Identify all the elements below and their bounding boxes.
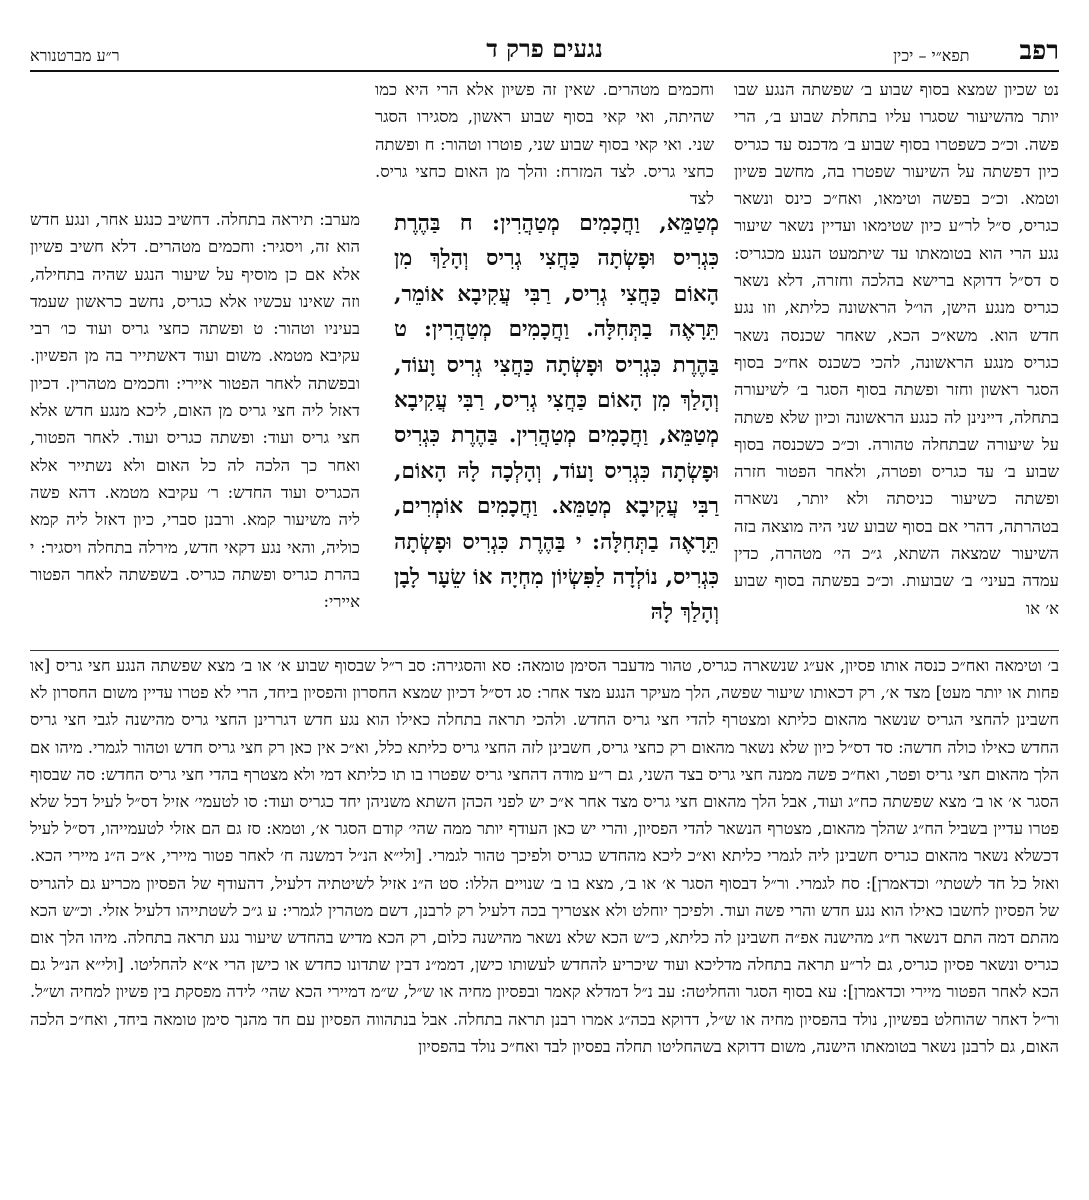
page-number: רפב (1019, 36, 1059, 66)
page-header (30, 30, 1059, 66)
bartenura-commentary-top: וחכמים מטהרים. שאין זה פשיון אלא הרי היא כמו שהיתה, ואי קאי בסוף שבוע ראשון, מסגירו הסגר שני. ואי קאי בסוף שבוע שני, פוטרו וטהור: ח ופשתה כחצי גריס. לצד המזרח: והלך מן האום כחצי גריס. לצד (375, 80, 714, 209)
bartenura-label: ר״ע מברטנורא (30, 46, 120, 65)
talmud-page (30, 30, 1059, 1170)
page-title: נגעים פרק ד (486, 34, 603, 63)
mishna-text: מְטַמֵּא, וַחֲכָמִים מְטַהֲרִין: ח בַּהֶרֶת כִּגְרִיס וּפָשְׂתָה כַּחֲצִי גְרִיס וְהָלַךְ מִן הָאוֹם כַּחֲצִי גְרִיס, רַבִּי עֲקִיבָא אוֹמֵר, תֵּרָאֶה בַתְּחִלָּה. וַחֲכָמִים מְטַהֲרִין: ט בַּהֶרֶת כִּגְרִיס וּפָשְׂתָה כַּחֲצִי גְרִיס וָעוֹד, וְהָלַךְ מִן הָאוֹם כַּחֲצִי גְרִיס, רַבִּי עֲקִיבָא מְטַמֵּא, וַחֲכָמִים מְטַהֲרִין. בַּהֶרֶת כִּגְרִיס וּפָשְׂתָה כִּגְרִיס וָעוֹד, וְהָלְכָה לָהּ הָאוֹם, רַבִּי עֲקִיבָא מְטַמֵּא. וַחֲכָמִים אוֹמְרִים, תֵּרָאֶה בַתְּחִלָּה: י בַּהֶרֶת כִּגְרִיס וּפָשְׂתָה כִּגְרִיס, נוֹלְדָה לַפִּשְׂיוֹן מִחְיָה אוֹ שֵׂעָר לָבָן וְהָלַךְ לָהּ (394, 211, 719, 626)
bartenura-commentary-left: מערב: תיראה בתחלה. דחשיב כנגע אחר, ונגע חדש הוא זה, ויסגיר: וחכמים מטהרים. דלא חשיב פשיון אלא אם כן מוסיף על שיעור הנגע שהיה בתחילה, וזה שאינו עכשיו אלא כגריס, נחשב כראשון שעמד בעיניו וטהור: ט ופשתה כחצי גריס ועוד כו׳ רבי עקיבא מטמא. משום ועוד דאשתייר בה מן הפשיון. ובפשתה לאחר הפטור איירי: וחכמים מטהרין. דכיון דאזל ליה חצי גריס מן האום, ליכא מנגע חדש אלא חצי גריס ועוד: ופשתה כגריס ועוד. לאחר הפטור, ואחר כך הלכה לה כל האום ולא נשתייר אלא הכגריס ועוד החדש: ר׳ עקיבא מטמא. דהא פשה ליה משיעור קמא. ורבנן סברי, כיון דאזל ליה קמא כוליה, והאי נגע דקאי חדש, מירלה בתחלה ויסגיר: י בהרת כגריס ופשתה כגריס. בשפשתה לאחר הפטור איירי: (30, 210, 360, 612)
tif-yomi-label: תפא״י – יכין (893, 46, 970, 65)
section-separator (30, 650, 1059, 651)
header-rule (30, 70, 1059, 72)
tif-yomi-commentary-bottom: ב׳ וטימאה ואח״כ כנסה אותו פסיון, אע״ג שנשארה כגריס, טהור מדעבר הסימן טומאה: סא והסגירה: סב ר״ל שבסוף שבוע א׳ או ב׳ מצא שפשתה הנגע חצי גריס [או פחות או יותר מעט] מצד א׳, רק דכאותו שיעור שפשה, הלך מעיקר הנגע מצד אחר: סג דס״ל דכיון שמצא החסרון והפסיון ביחד, הרי לא פטרו עדיין משום החסרון לא חשבינן להחצי הגריס שנשאר מהאום כליתא ומצטרף להדי חצי גריס החדש. ולהכי תראה בתחלה כאילו הוא נגע חדש דגררינן החצי גריס מהישנה לגבי חצי גריס החדש כאילו כולה חדשה: סד דס״ל כיון שלא נשאר מהאום רק כחצי גריס, חשבינן לזה החצי גריס כליתא כלל, וא״כ אין כאן רק חצי גריס חדש וטהור לגמרי. מיהו אם הלך מהאום חצי גריס ופטר, ואח״כ פשה ממנה חצי גריס בצד השני, גם ר״ע מודה דהחצי גריס שפטרו בו תו כליתא דמי ולא מצטרף בהדי חצי גריס החדש: סה שבסוף הסגר א׳ או ב׳ מצא שפשתה כח״ג ועוד, אבל הלך מהאום חצי גריס מצד אחר א״כ יש לפני הכהן השתא משניהן יחד כגריס ועוד: סו לטעמי׳ אזיל דס״ל לעיל דכל שלא פטרו עדיין בשביל הח״ג שהלך מהאום, מצטרף הנשאר להדי הפסיון, והרי יש כאן העודף יותר ממה שהי׳ קודם הסגר א׳, וטמא: סז גם הם אזלי לטעמייהו, דס״ל לעיל דכשלא נשאר מהאום כגריס חשבינן ליה לגמרי כליתא וא״כ ליכא מהחדש כגריס ולפיכך טהור לגמרי. [ולי״א הנ״ל דמשנה ח׳ לאחר פטור מיירי, א״כ ה״נ מיירי הכא. ואזל כל חד לשטתי׳ וכדאמרן]: סח לגמרי. ור״ל דבסוף הסגר א׳ או ב׳, מצא בו ב׳ שנויים הללו: סט ה״נ אזיל לשיטתיה דלעיל, דהעודף של הפסיון מכריע גם להגריס של הפסיון לחשבו כאילו הוא נגע חדש והרי פשה ועוד. ולפיכך יוחלט ולא אצטריך בכה דלעיל רק לרבנן, דשם מטהרין לגמרי: ע ג״כ לשטתייהו דלעיל אזלי. וכ״ש הכא מהתם דמה התם דנשאר ח״ג מהישנה אפ״ה חשבינן לה כליתא, כ״ש הכא שלא נשאר מהישנה כלום, רק הכא מדיש בהחדש שיעור נגע תראה בתחלה. מיהו הלך אום כגריס ונשאר פסיון כגריס, גם לר״ע תראה בתחלה מדליכא ועוד שיכריע להחדש לעשותו כישן, דממ״נ דבין שתדונו כחדש או כישן הרי א״א להחליטו. [ולי״א הנ״ל גם הכא לאחר הפטור מיירי וכדאמרן]: עא בסוף הסגר והחליטה: עב נ״ל דמדלא קאמר ובפסיון מחיה או ש״ל, ש״מ דמיירי הכא שהי׳ לידה מפסקת בין פשיון למחיה וש״ל. ור״ל דאחר שהוחלט בפשיון, נולד בהפסיון מחיה או ש״ל, דדוקא בכה״ג אמרו רבנן תראה בתחלה. אבל בנתהווה הפסיון עם חד מהנך סימן טומאה ביחד, ואח״כ הלכה האום, גם לרבנן נשאר בטומאתו הישנה, משום דדוקא בשהחליטו תחלה בפסיון לבד ואח״כ נולד בהפסיון (30, 656, 1059, 1056)
tif-yomi-commentary-right: נט שכיון שמצא בסוף שבוע ב׳ שפשתה הנגע שבו יותר מהשיעור שסגרו עליו בתחלת שבוע ב׳, הרי פשה. וכ״כ כשפטרו בסוף שבוע ב׳ מדכנס עד כגריס כיון דפשתה על השיעור שפטרו בה, מחשב פשיון וטמא. וכ״כ בפשה וטימאו, ואח״כ כינס ונשאר כגריס, ס״ל לר״ע כיון שטימאו ועדיין נשאר שיעור נגע הרי הוא בטומאתו עד שיתמעט הנגע מכגריס: ס דס״ל דדוקא ברישא בהלכה וחזרה, דלא נשאר כגריס מנגע הישן, הו״ל הראשונה כליתא, וזו נגע חדש הוא. משא״כ הכא, שאחר שכנסה נשאר כגריס מנגע הראשונה, להכי כשכנס אח״כ בסוף הסגר ראשון וחזר ופשתה בסוף הסגר ב׳ לשיעורה בתחלה, דיינינן לה כנגע הראשונה וכיון שלא פשתה על שיעורה שבתחלה טהורה. וכ״כ כשכנסה בסוף שבוע ב׳ עד כגריס ופטרה, ולאחר הפטור חזרה ופשתה כשיעור כניסתה ולא יותר, נשארה בטהרתה, דהרי אם בסוף שבוע שני היה מוצאה בזה השיעור שמצאה השתא, ג״כ הי׳ מטהרה, כדין עמדה בעיני׳ ב׳ שבועות. וכ״כ בפשתה בסוף שבוע א׳ או (734, 80, 1059, 618)
